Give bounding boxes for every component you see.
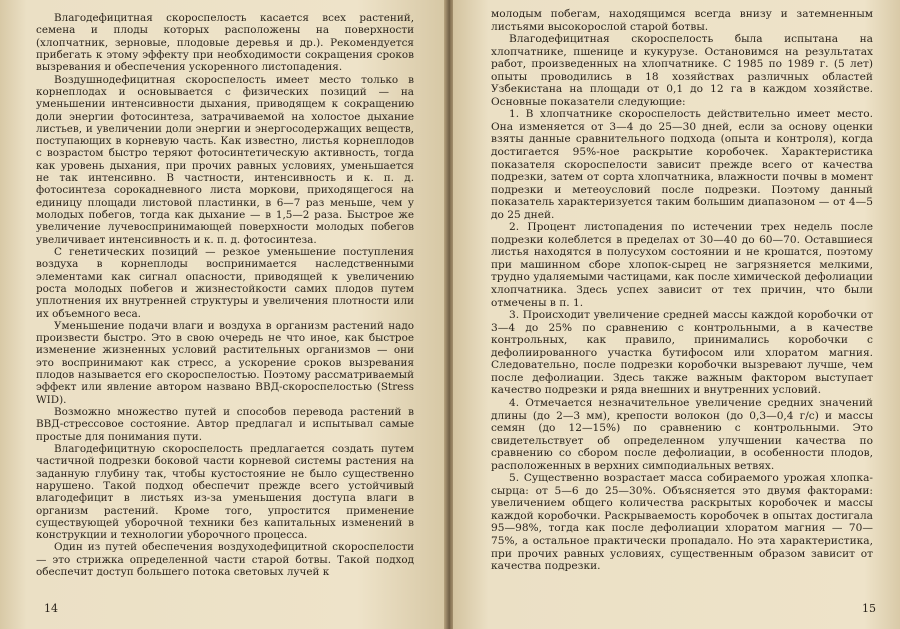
paragraph: Воздушнодефицитная скороспелость имеет место только в корнеплодах и основывается с физических позиций — на уменьшении интенсивности дыхания, приводящем к сокращению доли энергии фотосинтеза, затрачиваемой на холостое дыхание листьев, и увеличении доли энергии и энергосодержащих веществ, поступающих в корневую часть. Как известно, листья корнеплодов с возрастом быстро теряют фотосинтетическую активность, тогда как уровень дыхания, при прочих равных условиях, уменьшается не так интенсивно. В частности, интенсивность и к. п. д. фотосинтеза сорокадневного листа моркови, приходящегося на единицу площади листовой пластинки, в 6—7 раз меньше, чем у молодых побегов, тогда как дыхание — в 1,5—2 раза. Быстрое же увеличение лучевоспринимающей поверхности молодых побегов увеличивает интенсивность и к. п. д. фотосинтеза. bbox=[36, 73, 414, 246]
page-number-right: 15 bbox=[862, 602, 876, 615]
paragraph: 3. Происходит увеличение средней массы каждой коробочки от 3—4 до 25% по сравнению с контрольными, а в качестве контрольных, как правило, принимались коробочки с дефолиированного участка бутифосом или хлоратом магния. Следовательно, после подрезки коробочки вызревают лучше, чем после дефолиации. Здесь также важным фактором выступает качество подрезки и ряда внешних и внутренних условий. bbox=[491, 309, 873, 397]
right-page-text bbox=[491, 8, 873, 573]
paragraph: 4. Отмечается незначительное увеличение средних значений длины (до 2—3 мм), крепости волокон (до 0,3—0,4 г/с) и массы семян (до 12—15%) по сравнению с контрольными. Это свидетельствует об определенном улучшении качества по сравнению со сбором после дефолиации, в особенности плодов, расположенных в верхних симподиальных ветвях. bbox=[491, 396, 873, 472]
page-number-left: 14 bbox=[44, 602, 58, 615]
paragraph: 1. В хлопчатнике скороспелость действительно имеет место. Она изменяется от 3—4 до 25—30 дней, если за основу оценки взяты данные сравнительного подхода (опыта и контроля), когда достигается 95%-ное раскрытие коробочек. Характеристика показателя скороспелости зависит прежде всего от качества подрезки, затем от сорта хлопчатника, влажности почвы в момент подрезки и метеоусловий после подрезки. Поэтому данный показатель характеризуется таким большим диапазоном — от 4—5 до 25 дней. bbox=[491, 108, 873, 221]
paragraph: Один из путей обеспечения воздуходефицитной скороспелости — это стрижка определенной части старой ботвы. Такой подход обеспечит доступ большего потока световых лучей к bbox=[36, 541, 414, 579]
paragraph: Влагодефицитная скороспелость касается всех растений, семена и плоды которых расположены на поверхности (хлопчатник, зерновые, плодовые деревья и др.). Рекомендуется прибегать к этому эффекту при необходимости сокращения сроков вызревания и обеспечения ускоренного листопадения. bbox=[36, 12, 414, 74]
paragraph: 2. Процент листопадения по истечении трех недель после подрезки колеблется в пределах от 30—40 до 60—70. Оставшиеся листья находятся в полусухом состоянии и не крошатся, поэтому при машинном сборе хлопок-сырец не загрязняется мелкими, трудно удаляемыми частицами, как после химической дефолиации хлопчатника. Здесь успех зависит от тех причин, что были отмечены в п. 1. bbox=[491, 221, 873, 309]
left-page-text bbox=[36, 12, 414, 578]
paragraph: С генетических позиций — резкое уменьшение поступления воздуха в корнеплоды воспринимается наследственными элементами как сигнал опасности, приводящей к увеличению роста молодых побегов и жизнестойкости самих плодов путем уплотнения их внутренней структуры и увеличения плотности или их объемного веса. bbox=[36, 245, 414, 320]
paragraph: 5. Существенно возрастает масса собираемого урожая хлопка-сырца: от 5—6 до 25—30%. Объясняется это двумя факторами: увеличением общего количества раскрытых коробочек и массы каждой коробочки. Раскрываемость коробочек в опытах достигала 95—98%, тогда как после дефолиации хлоратом магния — 70—75%, а остальное практически пропадало. Но эта характеристика, при прочих равных условиях, существенным образом зависит от качества подрезки. bbox=[491, 472, 873, 573]
right-page bbox=[453, 0, 900, 629]
paragraph-continuation: молодым побегам, находящимся всегда внизу и затемненным листьями высокорослой старой ботвы. bbox=[491, 8, 873, 33]
paragraph: Возможно множество путей и способов перевода растений в ВВД-стрессовое состояние. Автор предлагал и испытывал самые простые для понимания пути. bbox=[36, 406, 414, 443]
paragraph: Уменьшение подачи влаги и воздуха в организм растений надо произвести быстро. Это в свою очередь не что иное, как быстрое изменение жизненных условий растительных организмов — они это воспринимают как стресс, а ускорение сроков вызревания плодов называется его скороспелостью. Поэтому рассматриваемый эффект или явление автором названо ВВД-скороспелостью (Stress WID). bbox=[36, 319, 414, 406]
left-page bbox=[0, 0, 447, 629]
paragraph: Влагодефицитная скороспелость была испытана на хлопчатнике, пшенице и кукурузе. Остановимся на результатах работ, произведенных на хлопчатнике. С 1985 по 1989 г. (5 лет) опыты проводились в 18 хозяйствах различных областей Узбекистана на площади от 0,1 до 12 га в каждом хозяйстве. Основные показатели следующие: bbox=[491, 33, 873, 108]
paragraph: Влагодефицитную скороспелость предлагается создать путем частичной подрезки боковой части корневой системы растения на заданную глубину так, чтобы кустостояние не было существенно нарушено. Такой подход обеспечит прежде всего устойчивый влагодефицит в листьях из-за уменьшения доступа влаги в организм растений. Кроме того, упростится применение существующей уборочной техники без капитальных изменений в конструкции и технологии уборочного процесса. bbox=[36, 442, 414, 542]
